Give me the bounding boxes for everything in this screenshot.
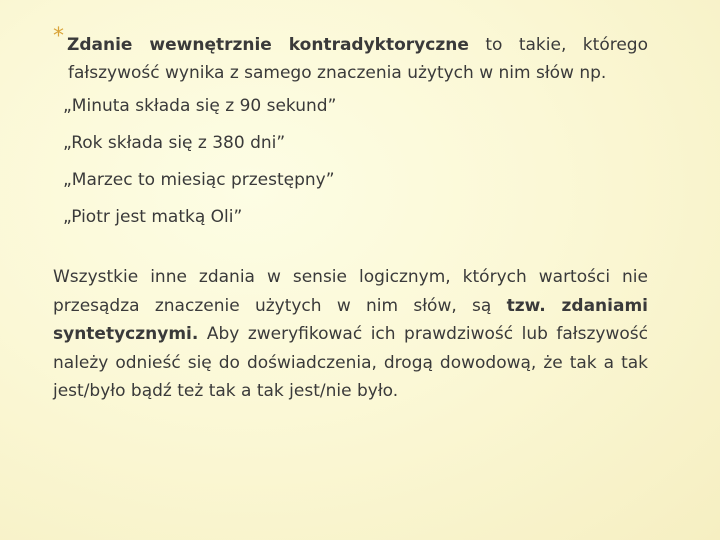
intro-line-2: fałszywość wynika z samego znaczenia użytych w nim słów np. [68, 63, 607, 83]
example-item: „Rok składa się z 380 dni” [63, 133, 286, 153]
intro-line-1 [53, 31, 648, 59]
defined-term: Zdanie wewnętrznie kontradyktoryczne [67, 35, 469, 55]
intro-continuation: to takie, którego [468, 35, 648, 55]
example-item: „Marzec to miesiąc przestępny” [63, 170, 335, 190]
paragraph-text-1: Wszystkie inne zdania w sensie logicznym, których wartości nie przesądza znaczenie użytych w nim słów, są [53, 267, 648, 316]
synthetic-sentences-paragraph [53, 263, 648, 406]
example-item: „Minuta składa się z 90 sekund” [63, 96, 337, 116]
example-item: „Piotr jest matką Oli” [63, 207, 243, 227]
asterisk-bullet-icon: * [53, 24, 64, 49]
examples-list [63, 92, 623, 240]
paragraph-text-2: Aby zweryfikować ich prawdziwość lub fałszywość należy odnieść się do doświadczenia, drogą dowodową, że tak a tak jest/było bądź też tak a tak jest/nie było. [53, 324, 648, 401]
paragraph-bold-term: tzw. zdaniami syntetycznymi. [53, 295, 649, 344]
